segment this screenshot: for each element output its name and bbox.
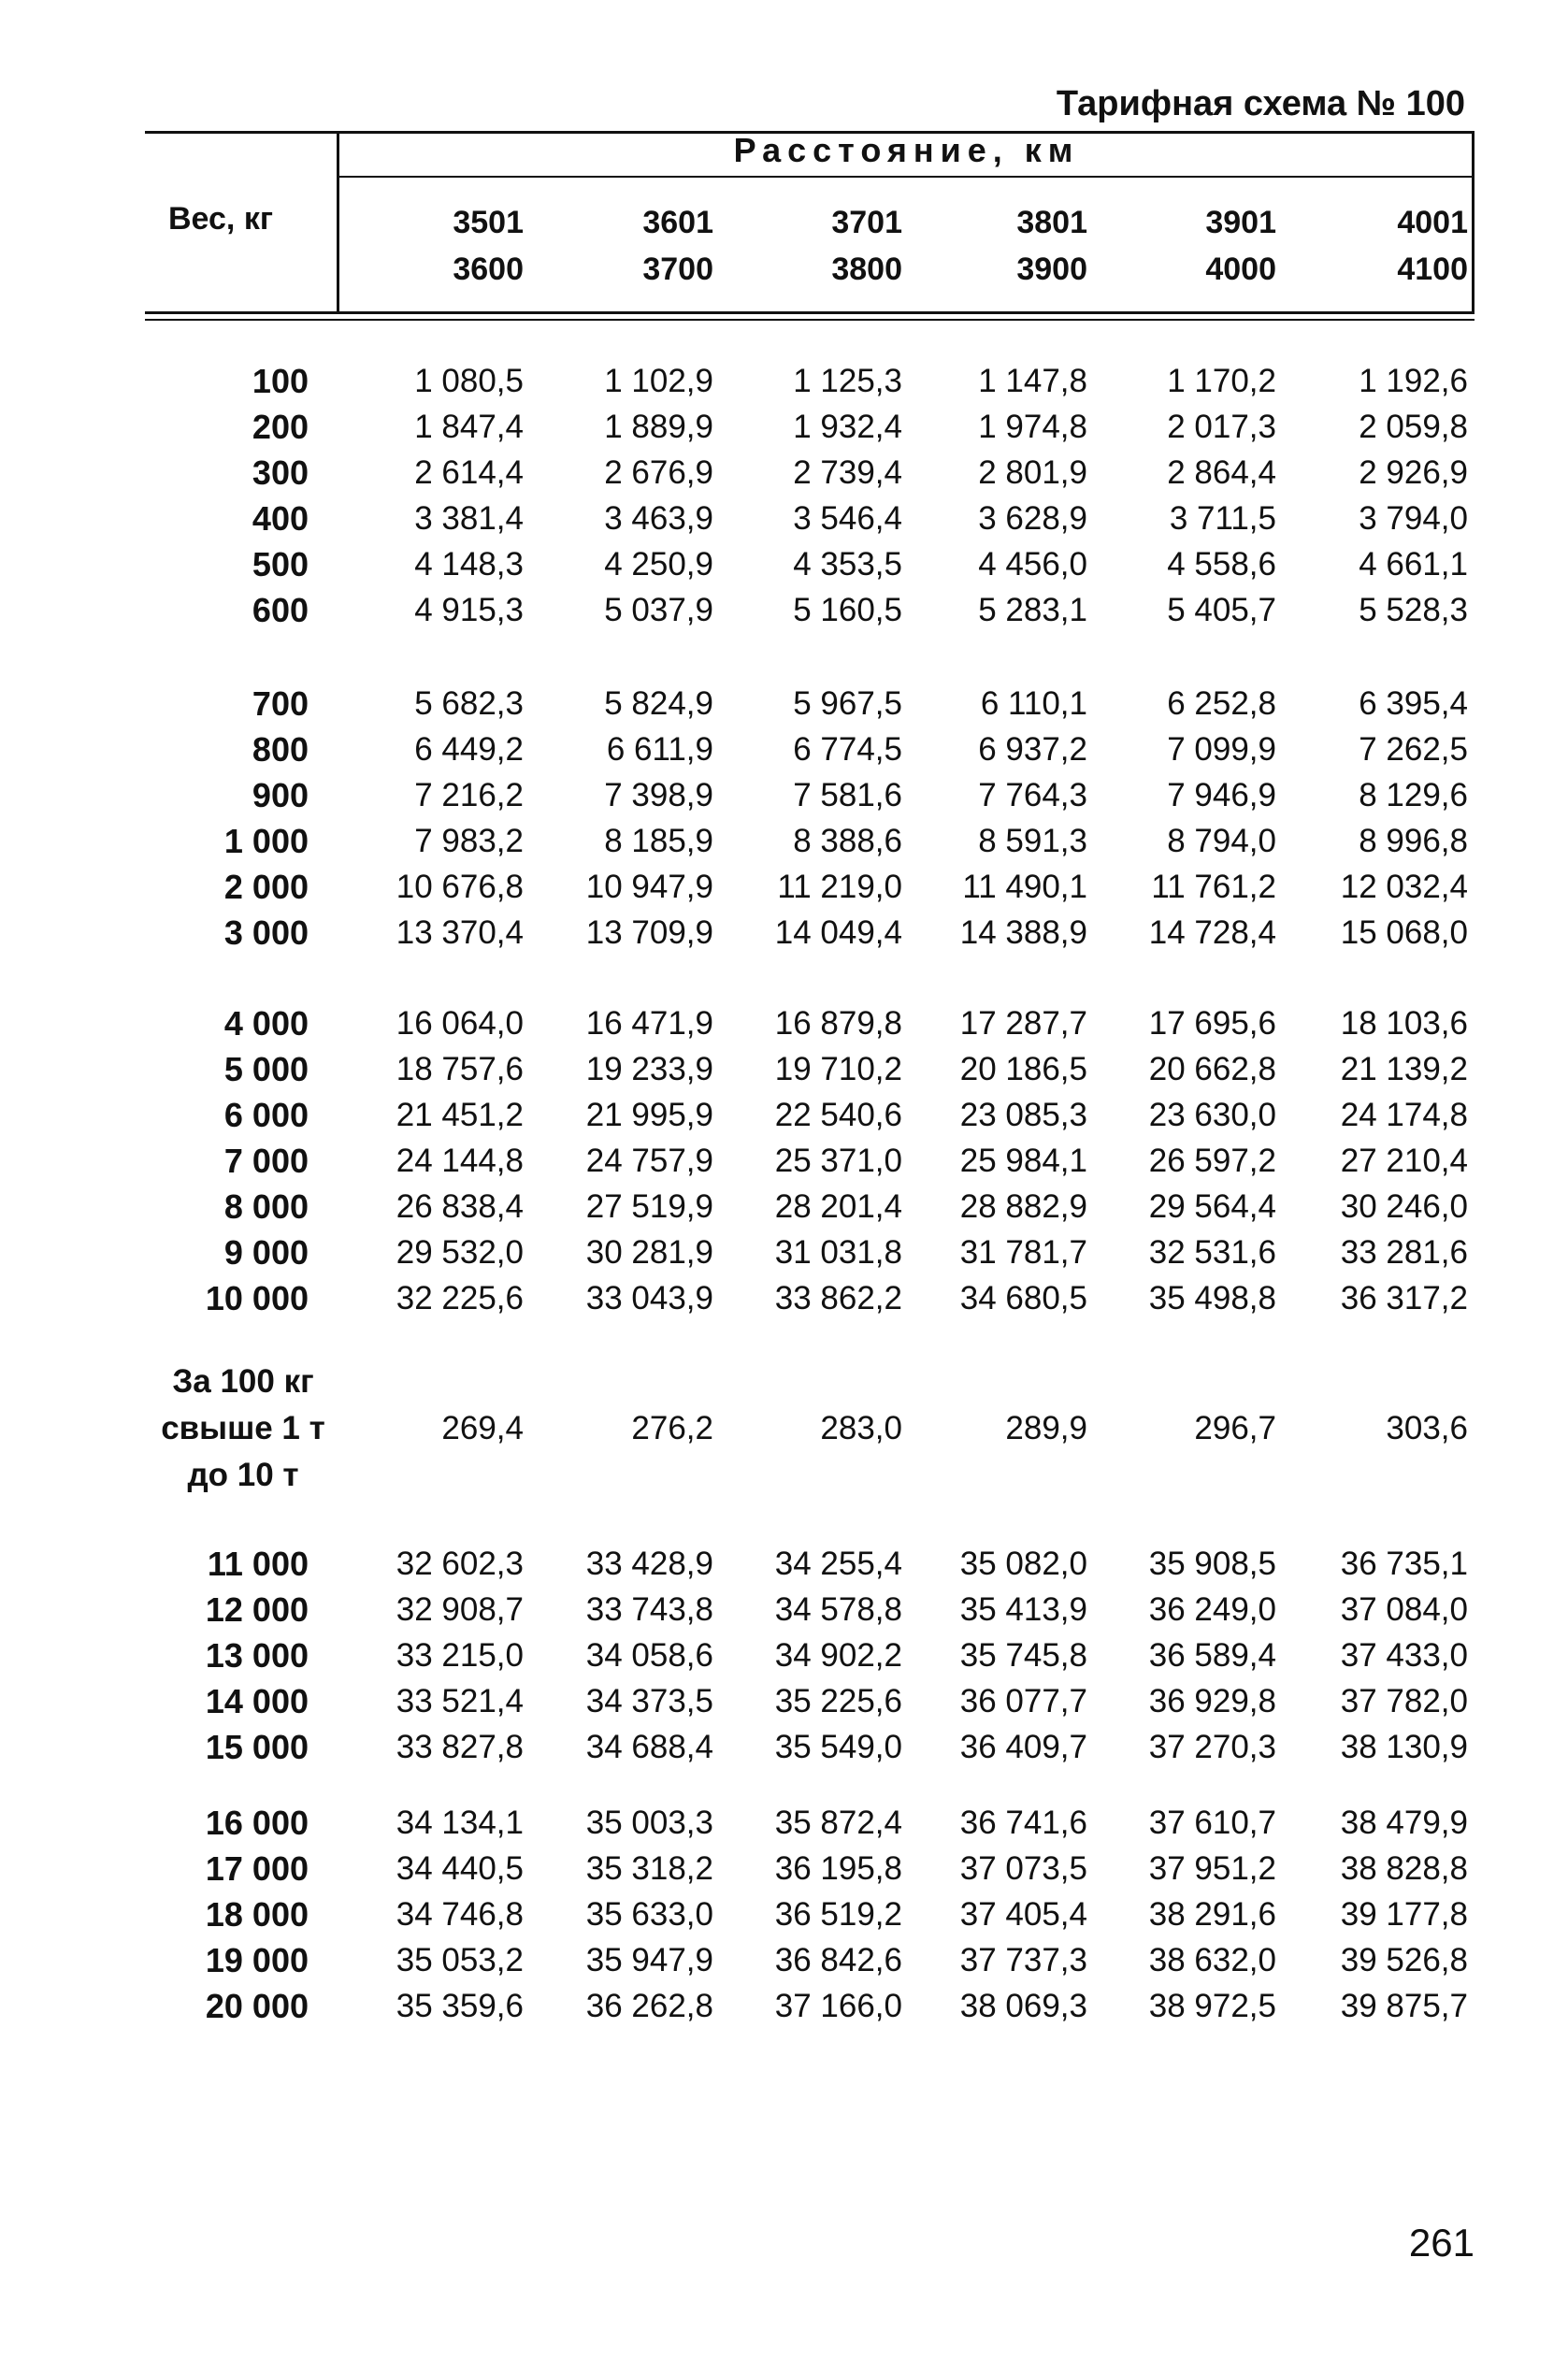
tariff-cell: 1 147,8 [978,363,1087,399]
table-row [0,1632,1568,1678]
tariff-cell: 34 134,1 [396,1805,524,1841]
table-row [0,1846,1568,1891]
tariff-cell: 33 281,6 [1340,1234,1468,1271]
tariff-cell: 36 519,2 [774,1896,902,1933]
tariff-cell: 30 281,9 [585,1234,713,1271]
tariff-cell: 20 186,5 [959,1051,1087,1087]
tariff-cell: 22 540,6 [774,1097,902,1133]
distance-range-from: 3901 [1205,205,1276,240]
weight-cell: 4 000 [223,1004,309,1043]
tariff-cell: 36 195,8 [774,1850,902,1887]
table-row [0,541,1568,587]
tariff-cell: 25 984,1 [959,1143,1087,1179]
tariff-cell: 20 662,8 [1148,1051,1276,1087]
tariff-cell: 7 983,2 [414,823,524,859]
tariff-cell: 4 250,9 [604,546,713,582]
tariff-cell: 19 233,9 [585,1051,713,1087]
tariff-cell: 5 967,5 [793,685,902,722]
surcharge-cell: 296,7 [1194,1410,1276,1446]
tariff-cell: 6 395,4 [1359,685,1468,722]
table-row [0,1541,1568,1587]
tariff-cell: 6 449,2 [414,731,524,768]
tariff-cell: 33 827,8 [396,1729,524,1765]
tariff-cell: 1 847,4 [414,409,524,445]
tariff-cell: 38 828,8 [1340,1850,1468,1887]
tariff-cell: 29 532,0 [396,1234,524,1271]
weight-cell: 500 [252,545,309,583]
weight-cell: 20 000 [205,1987,309,2025]
tariff-cell: 37 166,0 [774,1988,902,2024]
tariff-cell: 5 405,7 [1167,592,1276,628]
distance-range-to: 4000 [1205,252,1276,287]
tariff-cell: 5 824,9 [604,685,713,722]
header-bottom-border-2 [145,319,1474,321]
tariff-cell: 34 440,5 [396,1850,524,1887]
distance-range-to: 4100 [1397,252,1468,287]
tariff-cell: 13 709,9 [585,914,713,951]
distance-range-from: 3501 [453,205,524,240]
distance-header: Расстояние, км [733,131,1080,169]
tariff-cell: 19 710,2 [774,1051,902,1087]
weight-cell: 1 000 [223,822,309,860]
tariff-cell: 32 531,6 [1148,1234,1276,1271]
tariff-cell: 1 192,6 [1359,363,1468,399]
tariff-cell: 18 103,6 [1340,1005,1468,1042]
tariff-cell: 35 908,5 [1148,1546,1276,1582]
surcharge-cell: 289,9 [1005,1410,1087,1446]
tariff-cell: 1 974,8 [978,409,1087,445]
tariff-cell: 5 160,5 [793,592,902,628]
table-row [0,1138,1568,1184]
tariff-cell: 31 781,7 [959,1234,1087,1271]
tariff-cell: 7 216,2 [414,777,524,813]
tariff-cell: 38 130,9 [1340,1729,1468,1765]
tariff-cell: 24 757,9 [585,1143,713,1179]
tariff-cell: 31 031,8 [774,1234,902,1271]
tariff-cell: 3 794,0 [1359,500,1468,537]
weight-cell: 100 [252,362,309,400]
tariff-cell: 36 929,8 [1148,1683,1276,1719]
tariff-cell: 17 287,7 [959,1005,1087,1042]
weight-cell: 900 [252,776,309,814]
tariff-cell: 35 359,6 [396,1988,524,2024]
tariff-cell: 3 463,9 [604,500,713,537]
tariff-cell: 8 591,3 [978,823,1087,859]
tariff-cell: 33 521,4 [396,1683,524,1719]
tariff-cell: 34 688,4 [585,1729,713,1765]
weight-cell: 600 [252,591,309,629]
tariff-cell: 14 388,9 [959,914,1087,951]
tariff-cell: 7 946,9 [1167,777,1276,813]
tariff-cell: 34 373,5 [585,1683,713,1719]
tariff-cell: 2 739,4 [793,454,902,491]
tariff-cell: 4 661,1 [1359,546,1468,582]
weight-cell: 15 000 [205,1728,309,1766]
tariff-cell: 16 064,0 [396,1005,524,1042]
table-row [0,1678,1568,1724]
weight-cell: 11 000 [207,1545,309,1583]
tariff-cell: 1 102,9 [604,363,713,399]
distance-range-to: 3800 [831,252,902,287]
weight-cell: 7 000 [223,1142,309,1180]
tariff-cell: 27 210,4 [1340,1143,1468,1179]
table-row [0,1891,1568,1937]
table-row [0,1000,1568,1046]
surcharge-label-line: свыше 1 т [161,1410,325,1446]
tariff-cell: 4 558,6 [1167,546,1276,582]
surcharge-cell: 276,2 [631,1410,713,1446]
tariff-cell: 38 291,6 [1148,1896,1276,1933]
tariff-cell: 38 069,3 [959,1988,1087,2024]
tariff-cell: 39 177,8 [1340,1896,1468,1933]
tariff-cell: 21 995,9 [585,1097,713,1133]
tariff-cell: 16 471,9 [585,1005,713,1042]
tariff-cell: 35 225,6 [774,1683,902,1719]
tariff-cell: 1 932,4 [793,409,902,445]
tariff-cell: 36 842,6 [774,1942,902,1978]
tariff-cell: 23 630,0 [1148,1097,1276,1133]
tariff-cell: 38 632,0 [1148,1942,1276,1978]
distance-range-to: 3700 [642,252,713,287]
tariff-cell: 39 875,7 [1340,1988,1468,2024]
tariff-cell: 8 129,6 [1359,777,1468,813]
table-row [0,496,1568,541]
distance-range-from: 3801 [1016,205,1087,240]
table-row [0,1937,1568,1983]
tariff-cell: 37 405,4 [959,1896,1087,1933]
table-row [0,404,1568,450]
tariff-cell: 4 915,3 [414,592,524,628]
tariff-cell: 15 068,0 [1340,914,1468,951]
tariff-cell: 24 144,8 [396,1143,524,1179]
tariff-cell: 35 633,0 [585,1896,713,1933]
table-row [0,1983,1568,2029]
distance-divider [338,176,1474,178]
weight-cell: 16 000 [205,1804,309,1842]
weight-cell: 9 000 [223,1233,309,1272]
tariff-cell: 32 602,3 [396,1546,524,1582]
tariff-cell: 6 110,1 [980,685,1087,722]
table-row [0,587,1568,633]
tariff-cell: 14 728,4 [1148,914,1276,951]
surcharge-row [0,1405,1568,1452]
distance-range-to: 3900 [1016,252,1087,287]
tariff-cell: 35 498,8 [1148,1280,1276,1316]
tariff-cell: 36 262,8 [585,1988,713,2024]
tariff-cell: 33 215,0 [396,1637,524,1674]
tariff-cell: 10 676,8 [396,869,524,905]
weight-header: Вес, кг [168,201,273,237]
tariff-cell: 5 037,9 [604,592,713,628]
tariff-cell: 36 249,0 [1148,1591,1276,1628]
tariff-cell: 4 353,5 [793,546,902,582]
tariff-cell: 24 174,8 [1340,1097,1468,1133]
surcharge-label-line: За 100 кг [172,1363,314,1400]
tariff-cell: 28 882,9 [959,1188,1087,1225]
tariff-cell: 3 381,4 [414,500,524,537]
tariff-cell: 11 490,1 [962,869,1087,905]
tariff-cell: 5 283,1 [978,592,1087,628]
weight-cell: 14 000 [205,1682,309,1720]
tariff-cell: 35 413,9 [959,1591,1087,1628]
weight-cell: 700 [252,684,309,723]
table-row [0,1046,1568,1092]
weight-cell: 13 000 [205,1636,309,1675]
tariff-cell: 29 564,4 [1148,1188,1276,1225]
tariff-cell: 2 676,9 [604,454,713,491]
tariff-cell: 8 996,8 [1359,823,1468,859]
table-row [0,450,1568,496]
tariff-cell: 35 318,2 [585,1850,713,1887]
weight-cell: 18 000 [205,1895,309,1934]
tariff-cell: 36 741,6 [959,1805,1087,1841]
tariff-cell: 37 084,0 [1340,1591,1468,1628]
tariff-cell: 38 972,5 [1148,1988,1276,2024]
tariff-cell: 34 578,8 [774,1591,902,1628]
tariff-cell: 10 947,9 [585,869,713,905]
tariff-cell: 34 902,2 [774,1637,902,1674]
table-row [0,772,1568,818]
weight-cell: 12 000 [205,1590,309,1629]
tariff-cell: 8 794,0 [1167,823,1276,859]
tariff-cell: 32 908,7 [396,1591,524,1628]
tariff-cell: 8 388,6 [793,823,902,859]
surcharge-cell: 283,0 [820,1410,902,1446]
tariff-cell: 36 589,4 [1148,1637,1276,1674]
table-row [0,726,1568,772]
weight-cell: 17 000 [205,1849,309,1888]
tariff-cell: 14 049,4 [774,914,902,951]
tariff-cell: 26 597,2 [1148,1143,1276,1179]
distance-range-from: 3601 [642,205,713,240]
tariff-cell: 6 937,2 [978,731,1087,768]
tariff-cell: 18 757,6 [396,1051,524,1087]
tariff-cell: 37 782,0 [1340,1683,1468,1719]
tariff-cell: 36 735,1 [1340,1546,1468,1582]
weight-cell: 300 [252,453,309,492]
table-row [0,358,1568,404]
tariff-cell: 13 370,4 [396,914,524,951]
tariff-cell: 17 695,6 [1148,1005,1276,1042]
tariff-cell: 34 058,6 [585,1637,713,1674]
surcharge-cell: 269,4 [441,1410,524,1446]
tariff-cell: 21 451,2 [396,1097,524,1133]
weight-cell: 3 000 [223,913,309,952]
tariff-cell: 36 077,7 [959,1683,1087,1719]
weight-cell: 8 000 [223,1187,309,1226]
tariff-cell: 37 951,2 [1148,1850,1276,1887]
tariff-cell: 37 073,5 [959,1850,1087,1887]
tariff-cell: 39 526,8 [1340,1942,1468,1978]
tariff-cell: 35 745,8 [959,1637,1087,1674]
header-bottom-border-1 [145,311,1474,314]
table-row [0,864,1568,910]
tariff-cell: 26 838,4 [396,1188,524,1225]
tariff-cell: 7 398,9 [604,777,713,813]
tariff-cell: 6 611,9 [606,731,713,768]
table-row [0,1724,1568,1770]
tariff-cell: 12 032,4 [1340,869,1468,905]
tariff-cell: 34 746,8 [396,1896,524,1933]
tariff-cell: 27 519,9 [585,1188,713,1225]
tariff-cell: 35 003,3 [585,1805,713,1841]
tariff-cell: 7 581,6 [793,777,902,813]
tariff-cell: 5 682,3 [414,685,524,722]
weight-cell: 2 000 [223,868,309,906]
tariff-cell: 2 926,9 [1359,454,1468,491]
tariff-cell: 21 139,2 [1340,1051,1468,1087]
tariff-cell: 11 761,2 [1151,869,1276,905]
weight-cell: 200 [252,408,309,446]
tariff-cell: 34 255,4 [774,1546,902,1582]
table-row [0,1184,1568,1230]
tariff-cell: 2 864,4 [1167,454,1276,491]
tariff-cell: 35 053,2 [396,1942,524,1978]
tariff-cell: 35 872,4 [774,1805,902,1841]
table-row [0,818,1568,864]
tariff-cell: 35 947,9 [585,1942,713,1978]
tariff-cell: 2 614,4 [414,454,524,491]
tariff-cell: 1 080,5 [414,363,524,399]
tariff-cell: 35 549,0 [774,1729,902,1765]
tariff-cell: 33 743,8 [585,1591,713,1628]
tariff-cell: 2 017,3 [1167,409,1276,445]
tariff-cell: 3 546,4 [793,500,902,537]
tariff-cell: 4 456,0 [978,546,1087,582]
tariff-cell: 1 170,2 [1167,363,1276,399]
tariff-cell: 28 201,4 [774,1188,902,1225]
table-row [0,1587,1568,1632]
tariff-cell: 6 252,8 [1167,685,1276,722]
page-title: Тарифная схема № 100 [1056,84,1465,123]
tariff-cell: 37 270,3 [1148,1729,1276,1765]
surcharge-label-line: до 10 т [187,1457,299,1493]
weight-cell: 400 [252,499,309,538]
weight-cell: 10 000 [205,1279,309,1317]
table-row [0,1092,1568,1138]
tariff-cell: 8 185,9 [604,823,713,859]
weight-cell: 5 000 [223,1050,309,1088]
distance-range-from: 3701 [831,205,902,240]
tariff-cell: 23 085,3 [959,1097,1087,1133]
tariff-cell: 7 099,9 [1167,731,1276,768]
tariff-cell: 4 148,3 [414,546,524,582]
tariff-cell: 7 262,5 [1359,731,1468,768]
table-row [0,681,1568,726]
tariff-cell: 2 059,8 [1359,409,1468,445]
table-row [0,1230,1568,1275]
tariff-cell: 1 889,9 [604,409,713,445]
table-row [0,1800,1568,1846]
tariff-cell: 33 428,9 [585,1546,713,1582]
weight-cell: 800 [252,730,309,769]
table-row [0,910,1568,956]
table-row [0,1275,1568,1321]
distance-range-to: 3600 [453,252,524,287]
tariff-cell: 6 774,5 [793,731,902,768]
tariff-cell: 3 711,5 [1169,500,1276,537]
weight-cell: 19 000 [205,1941,309,1979]
distance-range-from: 4001 [1397,205,1468,240]
tariff-cell: 16 879,8 [774,1005,902,1042]
tariff-cell: 37 737,3 [959,1942,1087,1978]
tariff-cell: 37 433,0 [1340,1637,1468,1674]
tariff-cell: 25 371,0 [774,1143,902,1179]
tariff-cell: 5 528,3 [1359,592,1468,628]
surcharge-cell: 303,6 [1386,1410,1468,1446]
tariff-cell: 2 801,9 [978,454,1087,491]
tariff-cell: 36 317,2 [1340,1280,1468,1316]
tariff-cell: 3 628,9 [978,500,1087,537]
tariff-cell: 33 862,2 [774,1280,902,1316]
weight-cell: 6 000 [223,1096,309,1134]
tariff-cell: 33 043,9 [585,1280,713,1316]
page-number: 261 [1408,2221,1474,2265]
tariff-cell: 34 680,5 [959,1280,1087,1316]
tariff-cell: 35 082,0 [959,1546,1087,1582]
tariff-cell: 32 225,6 [396,1280,524,1316]
tariff-cell: 30 246,0 [1340,1188,1468,1225]
tariff-cell: 7 764,3 [978,777,1087,813]
tariff-cell: 38 479,9 [1340,1805,1468,1841]
tariff-cell: 1 125,3 [793,363,902,399]
tariff-cell: 36 409,7 [959,1729,1087,1765]
tariff-cell: 11 219,0 [777,869,902,905]
tariff-cell: 37 610,7 [1148,1805,1276,1841]
